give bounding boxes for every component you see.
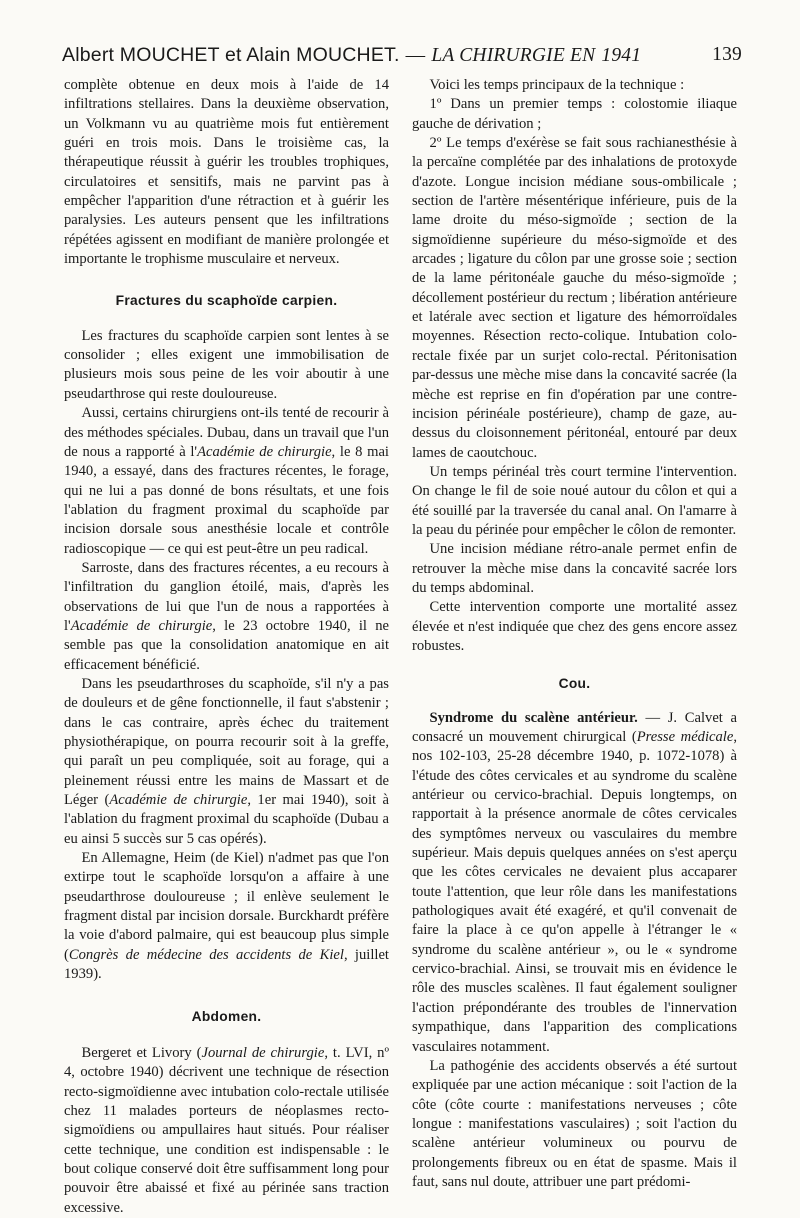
section-title-cou: Cou. bbox=[558, 676, 591, 692]
left-column bbox=[64, 76, 389, 1216]
scaphoide-paragraph-5: En Allemagne, Heim (de Kiel) n'admet pas que l'on extirpe tout le scaphoïde lorsqu'on a affaire à une pseudarthrose douloureuse ; il enlève seulement le fragment distal par incision dorsale. Burckhardt préfère la voie d'abord palmaire, qui est beaucoup plus simple (Congrès de médecine des accidents de Kiel, juillet 1939). bbox=[64, 850, 389, 983]
reference-title: Journal de chirurgie bbox=[201, 1044, 325, 1061]
header-journal: LA CHIRURGIE EN bbox=[431, 45, 596, 66]
reference-title: Académie de chirurgie bbox=[109, 792, 248, 809]
scalene-lead-title: Syndrome du scalène antérieur. bbox=[429, 709, 638, 726]
page-number: 139 bbox=[712, 44, 742, 65]
right-column bbox=[412, 76, 737, 1190]
header-authors: Albert MOUCHET et Alain MOUCHET. bbox=[62, 44, 400, 66]
section-title-abdomen: Abdomen. bbox=[191, 1009, 262, 1025]
header-separator: — bbox=[405, 45, 426, 66]
technique-intro: Voici les temps principaux de la technique : bbox=[429, 77, 685, 93]
abdomen-paragraph-1: Bergeret et Livory (Journal de chirurgie, t. LVI, nº 4, octobre 1940) décrivent une technique de résection recto-sigmoïdienne avec intubation colo-rectale utilisée chez 11 malades porteurs de néoplasmes recto-sigmoïdiens ou ampullaires haut situés. Pour réaliser cette technique, une condition est indispensable : le bout colique conservé doit être suffisamment long pour pouvoir être abaissé et fixé au périnée sans traction excessive. bbox=[64, 1044, 389, 1216]
header-year: 1941 bbox=[601, 45, 642, 66]
scaphoide-paragraph-2: Aussi, certains chirurgiens ont-ils tenté de recourir à des méthodes spéciales. Dubau, dans un travail que l'un de nous a rapporté à l'Académie de chirurgie, le 8 mai 1940, a essayé, dans des fractures récentes, le forage, qui ne lui a pas donné de bons résultats, et une fois l'ablation du fragment proximal du scaphoïde par incision dorsale sous anesthésie locale et contrôle radioscopique — ce qui est peut-être un peu radical. bbox=[64, 405, 389, 557]
technique-perineal: Un temps périnéal très court termine l'intervention. On change le fil de soie noué autour du côlon et qui a été souillé par la traversée du canal anal. On l'amarre à la peau du périnée pour empêcher le côlon de remonter. bbox=[412, 463, 737, 538]
reference-title: Académie de chirurgie bbox=[197, 443, 332, 460]
technique-conclusion: Cette intervention comporte une mortalité assez élevée et n'est indiquée que chez des gens encore assez robustes. bbox=[412, 599, 737, 654]
section-title-scaphoide: Fractures du scaphoïde carpien. bbox=[115, 293, 338, 309]
technique-step-2: 2º Le temps d'exérèse se fait sous rachianesthésie à la percaïne complétée par des inhalations de protoxyde d'azote. Longue incision médiane sous-ombilicale ; section de l'artère mésentérique inférieure, puis de la lame droite du méso-sigmoïde ; section de la sigmoïdienne supérieure du méso-sigmoïde et des arcades ; ligature du côlon par une grosse soie ; section de la lame péritonéale gauche du méso-sigmoïde ; décollement postérieur du rectum ; libération antérieure et latérale avec section et ligature des hémorroïdales moyennes. Résection recto-colique. Intubation colo-rectale fixée par un surjet colo-rectal. Péritonisation par-dessus une mèche mise dans la concavité sacrée (la mèche est reprise en fin d'opération par une contre-incision périnéale postérieure), champ de gaze, au-dessus du cloisonnement péritonéal, entouré par deux lames de caoutchouc. bbox=[412, 135, 737, 461]
scalene-paragraph-1: Syndrome du scalène antérieur. — J. Calvet a consacré un mouvement chirurgical (Presse médicale, nos 102-103, 25-28 décembre 1940, p. 1072-1078) à l'étude des côtes cervicales et au syndrome du scalène antérieur ou cervico-brachial. Depuis longtemps, on rapportait à la présence anormale de côtes cervicales des symptômes nerveux ou vasculaires du membre supérieur. Mais depuis quelques années on s'est aperçu que les côtes cervicales ne devaient plus accaparer toute l'attention, que leur rôle dans les manifestations pathologiques avait été exagéré, et qu'il convenait de faire la place à ce qu'on appelle à l'étranger le « syndrome du scalène antérieur », ou le « syndrome cervico-brachial. Ainsi, se trouvait mis en évidence le rôle des muscles scalènes. Il faut également souligner l'action prépondérante des troubles de l'innervation sympathique, dans l'apparition des complications vasculaires notamment. bbox=[412, 709, 737, 1055]
scaphoide-paragraph-3: Sarroste, dans des fractures récentes, a eu recours à l'infiltration du ganglion étoilé, mais, d'après les observations de lui que l'un de nous a rapportées à l'Académie de chirurgie, le 23 octobre 1940, il ne semble pas que la consolidation anatomique en ait efficacement bénéficié. bbox=[64, 559, 389, 673]
technique-incision: Une incision médiane rétro-anale permet enfin de retrouver la mèche mise dans la concavité sacrée lors du temps abdominal. bbox=[412, 541, 737, 596]
reference-title: Académie de chirurgie bbox=[70, 617, 213, 634]
scaphoide-paragraph-4: Dans les pseudarthroses du scaphoïde, s'il n'y a pas de douleurs et de gêne fonctionnelle, il faut s'abstenir ; dans le cas contraire, après échec du traitement physiothérapique, on pourra recourir soit à la greffe, qui paraît un peu compliquée, soit au forage, qui a pleinement réussi entre les mains de Massart et de Léger (Académie de chirurgie, 1er mai 1940), soit à l'ablation du fragment proximal du scaphoïde (Dubau a eu ainsi 5 succès sur 5 cas opérés). bbox=[64, 675, 389, 847]
scalene-paragraph-2: La pathogénie des accidents observés a été surtout expliquée par une action mécanique : soit l'action de la côte (côte courte : manifestations nerveuses ; côte longue : manifestations vasculaires) ; soit l'action du scalène antérieur volumineux ou pourvu de prolongements fibreux ou en état de spasme. Mais il faut, sans nul doute, attribuer une part prédomi- bbox=[412, 1057, 737, 1190]
reference-title: Presse médicale bbox=[636, 729, 734, 745]
running-header bbox=[62, 44, 742, 72]
intro-paragraph: complète obtenue en deux mois à l'aide de 14 infiltrations stellaires. Dans la deuxième observation, un Volkmann vu au quatrième mois fut entièrement guéri en trois mois. Dans le troisième cas, la thérapeutique réussit à guérir les troubles trophiques, circulatoires et sensitifs, mais ne parvint pas à empêcher l'apparition d'une rétraction et à guérir les paralysies. Les auteurs pensent que les infiltrations répétées agissent en modifiant de manière prolongée et importante le trophisme musculaire et nerveux. bbox=[64, 77, 389, 268]
reference-title: Congrès de médecine des accidents de Kiel bbox=[68, 946, 344, 963]
technique-step-1: 1º Dans un premier temps : colostomie iliaque gauche de dérivation ; bbox=[412, 96, 737, 132]
scaphoide-paragraph-1: Les fractures du scaphoïde carpien sont lentes à se consolider ; elles exigent une immobilisation de plusieurs mois sous peine de les voir aboutir à une pseudarthrose qui reste douloureuse. bbox=[64, 327, 389, 402]
